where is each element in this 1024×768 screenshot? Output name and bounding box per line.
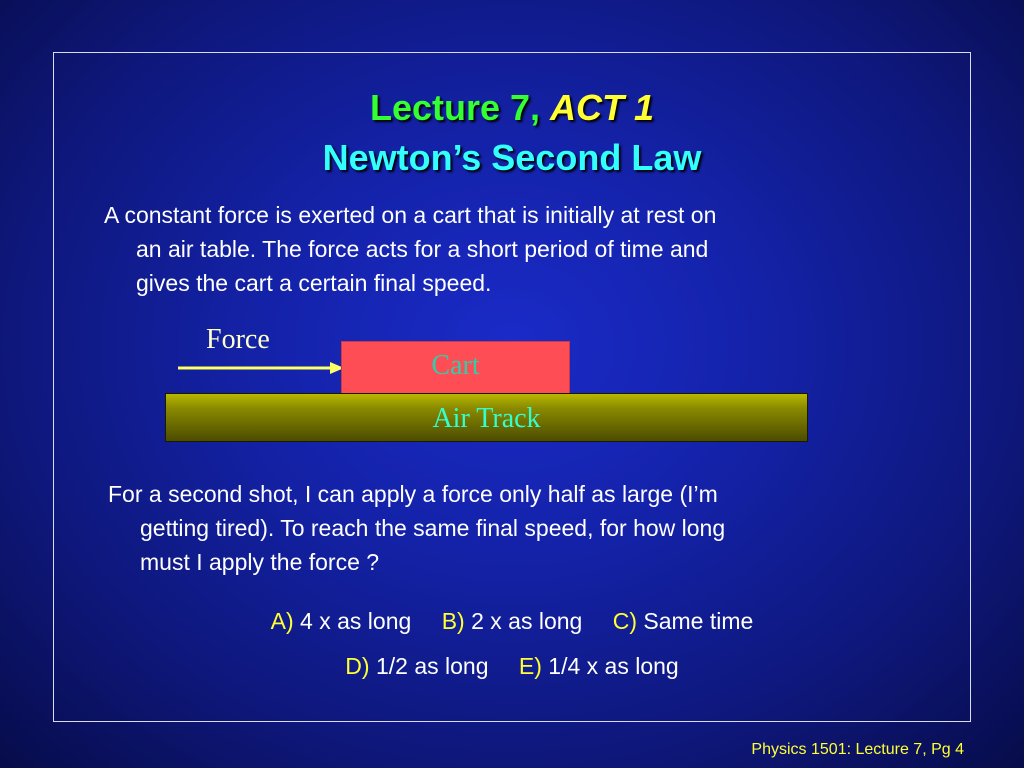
choice-letter: A) <box>270 608 294 634</box>
choice-a[interactable] <box>271 606 412 636</box>
choice-c[interactable] <box>613 606 754 636</box>
slide-title-line2: Newton’s Second Law <box>322 137 702 178</box>
cart-block <box>341 341 570 394</box>
air-track-label: Air Track <box>432 403 541 434</box>
choice-e[interactable] <box>519 651 679 681</box>
question-line: For a second shot, I can apply a force only half as large (I’m <box>108 481 718 507</box>
slide-footer: Physics 1501: Lecture 7, Pg 4 <box>751 741 964 758</box>
choice-text: 1/2 as long <box>375 653 489 679</box>
title-lecture: Lecture 7, <box>369 87 551 128</box>
air-track <box>165 393 808 442</box>
slide-title-line1 <box>0 88 1024 128</box>
answer-choices-row2 <box>0 651 1024 681</box>
force-arrow-icon <box>178 360 346 376</box>
choice-d[interactable] <box>345 651 488 681</box>
problem-statement <box>104 198 716 300</box>
choice-text: 4 x as long <box>300 608 412 634</box>
choice-letter: E) <box>518 653 542 679</box>
choice-b[interactable] <box>442 606 583 636</box>
problem-line: gives the cart a certain final speed. <box>136 270 492 296</box>
problem-line: A constant force is exerted on a cart that is initially at rest on <box>104 202 717 228</box>
question-statement <box>108 477 725 579</box>
choice-text: 1/4 x as long <box>548 653 679 679</box>
question-line: getting tired). To reach the same final speed, for how long <box>140 515 726 541</box>
force-label: Force <box>206 324 270 355</box>
choice-letter: C) <box>612 608 637 634</box>
question-line: must I apply the force ? <box>140 549 380 575</box>
choice-text: Same time <box>643 608 754 634</box>
choice-text: 2 x as long <box>471 608 583 634</box>
choice-letter: D) <box>345 653 370 679</box>
problem-line: an air table. The force acts for a short period of time and <box>136 236 709 262</box>
cart-label: Cart <box>431 350 480 381</box>
choice-letter: B) <box>441 608 465 634</box>
title-act: ACT 1 <box>550 87 655 128</box>
answer-choices-row1 <box>0 606 1024 636</box>
